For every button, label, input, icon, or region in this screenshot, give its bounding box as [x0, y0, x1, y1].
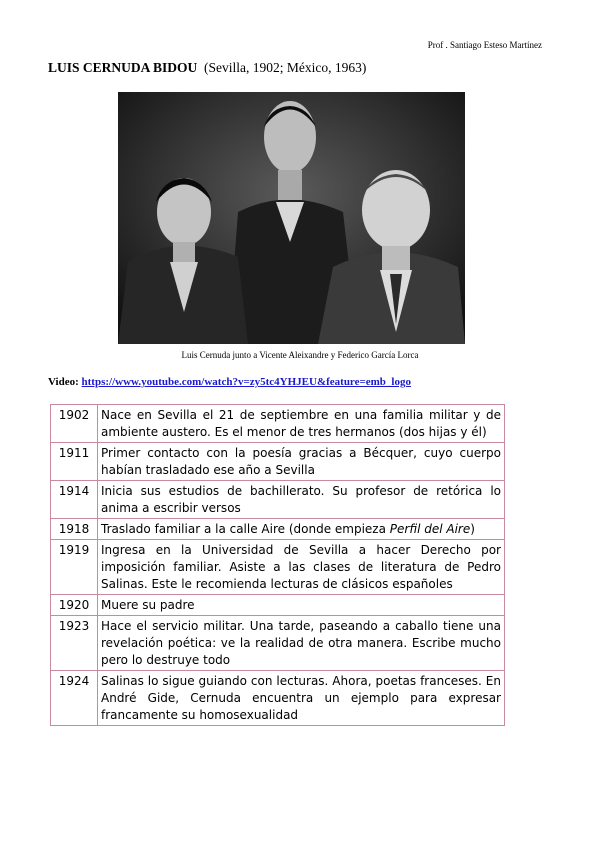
- event-cell: Ingresa en la Universidad de Sevilla a hacer Derecho por imposición familiar. Asiste a las clases de literatura de Pedro Salinas. Este le recomienda lecturas de clásicos españoles: [98, 540, 505, 595]
- table-row: [51, 540, 505, 595]
- poets-photograph: [118, 92, 465, 344]
- year-cell: 1902: [51, 405, 98, 443]
- year-cell: 1918: [51, 519, 98, 540]
- event-text-end: ): [470, 522, 475, 536]
- year-cell: 1914: [51, 481, 98, 519]
- video-line: [48, 376, 411, 388]
- year-cell: 1924: [51, 671, 98, 726]
- year-cell: 1920: [51, 595, 98, 616]
- photo-caption: Luis Cernuda junto a Vicente Aleixandre y Federico García Lorca: [181, 350, 419, 360]
- event-cell: Primer contacto con la poesía gracias a Bécquer, cuyo cuerpo habían trasladado ese año a Sevilla: [98, 443, 505, 481]
- event-cell: Hace el servicio militar. Una tarde, paseando a caballo tiene una revelación poética: ve la realidad de otra manera. Escribe mucho pero lo destruye todo: [98, 616, 505, 671]
- table-row: [51, 519, 505, 540]
- poet-name: LUIS CERNUDA BIDOU: [48, 60, 198, 75]
- table-row: [51, 671, 505, 726]
- year-cell: 1923: [51, 616, 98, 671]
- table-row: [51, 616, 505, 671]
- book-title: Perfil del Aire: [389, 522, 471, 536]
- table-row: [51, 595, 505, 616]
- year-cell: 1919: [51, 540, 98, 595]
- table-row: [51, 481, 505, 519]
- year-cell: 1911: [51, 443, 98, 481]
- event-cell: Salinas lo sigue guiando con lecturas. Ahora, poetas franceses. En André Gide, Cernuda encuentra un ejemplo para expresar francamente su homosexualidad: [98, 671, 505, 726]
- table-row: [51, 443, 505, 481]
- video-label: Video:: [48, 376, 79, 388]
- poet-dates: (Sevilla, 1902; México, 1963): [204, 60, 367, 75]
- chronology-table: [50, 404, 505, 726]
- event-cell: [98, 519, 505, 540]
- author-credit: Prof . Santiago Esteso Martínez: [427, 40, 542, 50]
- page-title: [48, 60, 366, 76]
- event-cell: Nace en Sevilla el 21 de septiembre en una familia militar y de ambiente austero. Es el menor de tres hermanos (dos hijas y él): [98, 405, 505, 443]
- table-row: [51, 405, 505, 443]
- event-text: Traslado familiar a la calle Aire (donde empieza: [101, 522, 390, 536]
- video-link[interactable]: https://www.youtube.com/watch?v=zy5tc4YHJEU&feature=emb_logo: [81, 376, 411, 388]
- event-cell: Inicia sus estudios de bachillerato. Su profesor de retórica lo anima a escribir versos: [98, 481, 505, 519]
- photo-illustration: [118, 92, 465, 344]
- event-cell: Muere su padre: [98, 595, 505, 616]
